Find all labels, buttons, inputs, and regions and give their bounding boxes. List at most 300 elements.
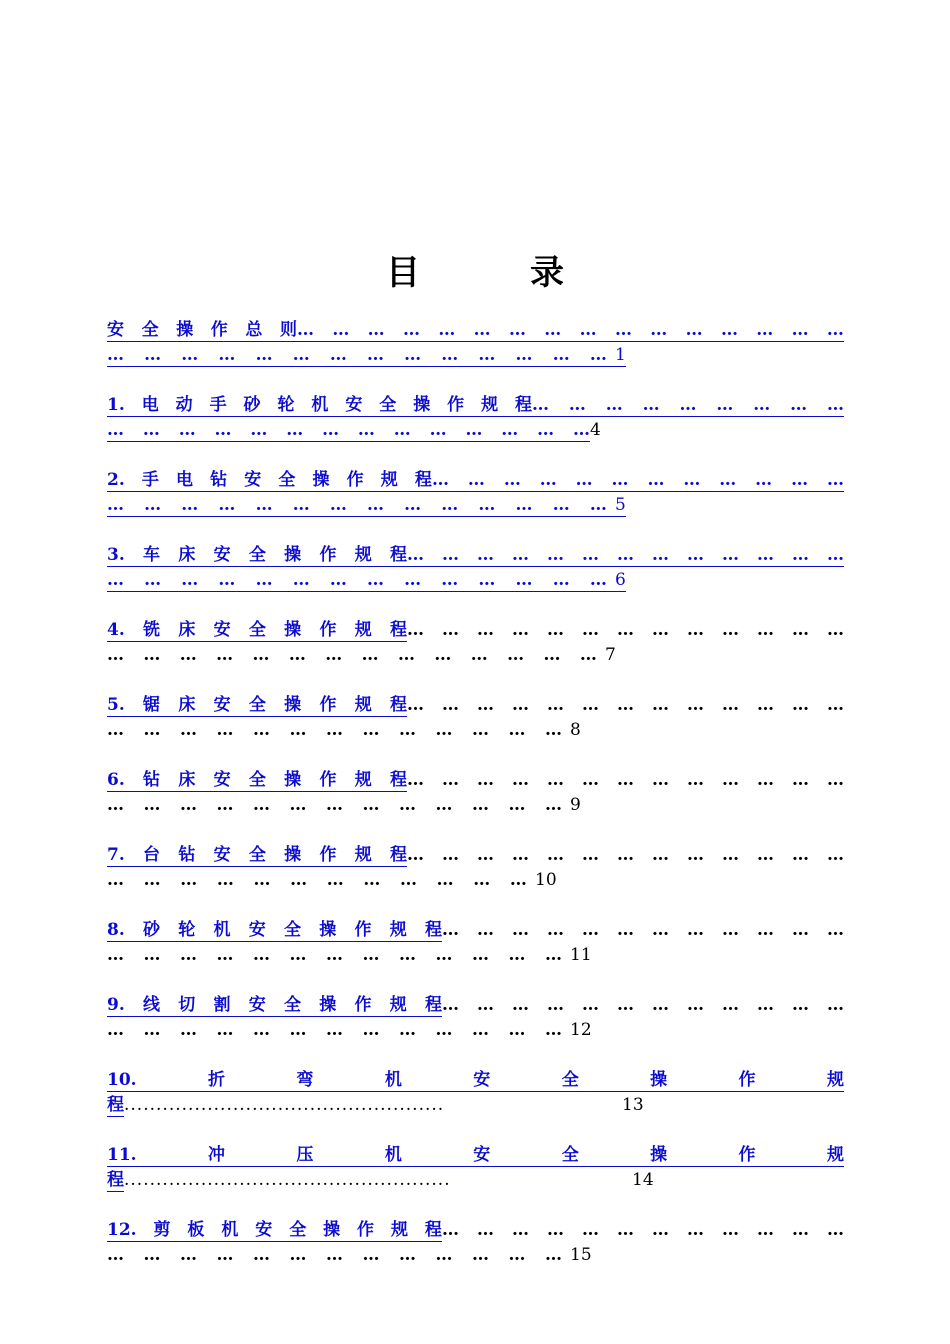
leader-dots: … [545,1020,562,1040]
leader-dots: … [791,470,809,490]
toc-entry[interactable] [107,693,844,768]
leader-dots: … [144,345,162,365]
leader-dots: … [442,545,459,565]
leader-dots: … [611,470,629,490]
leader-dots: … [827,770,844,790]
leader-dots: … [508,1020,526,1040]
leader-dots: … [399,795,416,815]
leader-dots: … [652,1220,669,1240]
toc-entry-title[interactable]: 安 全 操 作 总 则 [107,320,297,340]
leader-dots: … [180,795,197,815]
toc-entry[interactable] [107,1218,844,1293]
leader-dots: … [472,795,489,815]
leader-dots: … [753,395,771,415]
leader-dots: … [289,945,307,965]
leader-dots: … [512,620,529,640]
toc-entry[interactable] [107,768,844,843]
leader-dots: … [582,770,599,790]
leader-dots: … [362,1020,380,1040]
leader-dots: … [404,345,422,365]
leader-dots: … [216,870,234,890]
toc-entry[interactable] [107,993,844,1068]
leader-dots: … [685,320,703,340]
leader-dots: … [255,495,273,515]
toc-page-number: 4 [590,420,601,440]
leader-dots: … [107,945,124,965]
leader-dots: … [617,1220,634,1240]
leader-dots: … [755,470,773,490]
leader-dots: … [792,545,809,565]
leader-dots: … [650,320,668,340]
leader-dots: … [792,995,809,1015]
leader-dots: … [367,320,385,340]
leader-dots: … [687,545,704,565]
title-char-1: 目 [386,253,420,293]
toc-page-number: 14 [632,1170,654,1190]
toc-page-number: 12 [570,1020,592,1040]
leader-dots: … [399,1020,416,1040]
leader-dots: … [442,620,459,640]
toc-entry-title[interactable]: 11. 冲 压 机 安 全 操 作 规 [107,1145,844,1165]
leader-dots: … [407,545,424,565]
leader-dots: … [442,845,459,865]
leader-dots: … [326,1020,343,1040]
leader-dots: … [442,995,459,1015]
leader-dots: … [757,920,774,940]
leader-dots: … [143,1020,161,1040]
leader-dots: … [436,870,454,890]
leader-dots: … [477,920,494,940]
toc-title [0,245,950,294]
leader-dots: … [722,620,739,640]
leader-dots: … [253,870,271,890]
leader-dots: … [366,570,384,590]
leader-dots: … [180,1020,197,1040]
leader-dots: … [757,1220,774,1240]
leader-dots: … [404,570,422,590]
leader-dots: … [399,1245,416,1265]
leader-dots: … [687,695,704,715]
leader-dots: … [218,345,236,365]
leader-dots: … [216,795,234,815]
leader-dots: … [181,495,199,515]
leader-dots: … [467,470,485,490]
leader-dots: … [478,345,496,365]
toc-page-number: 6 [615,570,626,590]
leader-dots: … [362,945,380,965]
leader-dots: … [547,1220,564,1240]
leader-dots: … [617,920,634,940]
toc-entry-title-tail[interactable]: 程 [107,1170,124,1190]
leader-dots: … [539,470,557,490]
leader-dots: … [181,570,199,590]
toc-page-number: 9 [570,795,581,815]
toc-page-number: 10 [535,870,557,890]
leader-dots: … [478,495,496,515]
leader-dots: … [143,720,161,740]
leader-dots: … [826,320,844,340]
leader-dots: … [508,720,526,740]
leader-dots: … [107,645,124,665]
leader-dots: … [687,620,704,640]
leader-dots: … [255,345,273,365]
leader-dots: … [547,620,564,640]
leader-periods: .................................................. [124,1095,445,1115]
leader-dots: … [614,320,632,340]
leader-dots: … [144,570,162,590]
leader-dots: … [617,995,634,1015]
leader-dots: … [652,995,669,1015]
leader-dots: … [289,1020,307,1040]
leader-dots: … [679,395,697,415]
leader-dots: … [652,695,669,715]
leader-dots: … [325,645,343,665]
toc-entry-title[interactable]: 1. 电 动 手 砂 轮 机 安 全 操 作 规 程 [107,395,532,415]
leader-dots: … [617,695,634,715]
leader-dots: … [332,320,350,340]
leader-dots: … [180,720,197,740]
leader-dots: … [547,920,564,940]
leader-dots: … [507,645,525,665]
leader-dots: … [579,645,597,665]
leader-dots: … [465,420,483,440]
leader-dots: … [407,695,424,715]
leader-dots: … [791,320,809,340]
leader-dots: … [473,870,491,890]
leader-dots: … [472,945,489,965]
toc-entry-title[interactable]: 7. 台 钻 安 全 操 作 规 程 [107,845,407,865]
leader-dots: … [107,345,124,365]
leader-dots: … [827,845,844,865]
toc-entry[interactable] [107,318,844,393]
leader-dots: … [652,620,669,640]
leader-dots: … [687,770,704,790]
leader-dots: … [515,345,533,365]
toc-entry-title[interactable]: 5. 锯 床 安 全 操 作 规 程 [107,695,407,715]
leader-dots: … [515,495,533,515]
leader-dots: … [512,770,529,790]
leader-dots: … [545,795,562,815]
leader-dots: … [326,1245,343,1265]
leader-dots: … [442,1220,459,1240]
leader-dots: … [547,770,564,790]
leader-dots: … [512,695,529,715]
leader-dots: … [326,945,343,965]
leader-dots: … [362,720,380,740]
leader-dots: … [107,1020,124,1040]
leader-dots: … [545,720,562,740]
toc-page-number: 1 [615,345,626,365]
leader-dots: … [250,420,268,440]
leader-dots: … [722,1220,739,1240]
leader-dots: … [322,420,340,440]
leader-dots: … [366,495,384,515]
leader-dots: … [289,720,307,740]
leader-dots: … [722,770,739,790]
leader-dots: … [792,770,809,790]
leader-dots: … [143,870,161,890]
leader-dots: … [398,645,415,665]
toc-entry[interactable] [107,1068,844,1143]
toc-page-number: 15 [570,1245,592,1265]
leader-dots: … [362,1245,380,1265]
title-char-2: 录 [530,253,564,293]
toc-entry[interactable] [107,918,844,993]
leader-dots: … [407,620,424,640]
table-of-contents [107,318,844,1293]
leader-dots: … [435,1245,453,1265]
leader-dots: … [363,870,381,890]
leader-dots: … [501,420,519,440]
toc-entry-title[interactable]: 6. 钻 床 安 全 操 作 规 程 [107,770,407,790]
leader-dots: … [579,320,597,340]
toc-entry-title[interactable]: 12. 剪 板 机 安 全 操 作 规 程 [107,1220,442,1240]
leader-dots: … [477,770,494,790]
leader-dots: … [286,420,304,440]
leader-dots: … [472,720,489,740]
toc-entry-title-tail[interactable]: 程 [107,1095,124,1115]
leader-dots: … [441,570,459,590]
leader-dots: … [216,1020,234,1040]
leader-dots: … [289,795,307,815]
leader-dots: … [582,920,599,940]
leader-dots: … [642,395,660,415]
toc-entry-title[interactable]: 9. 线 切 割 安 全 操 作 规 程 [107,995,442,1015]
toc-entry[interactable] [107,1143,844,1218]
leader-dots: … [552,345,570,365]
leader-dots: … [827,620,844,640]
leader-dots: … [827,920,844,940]
leader-dots: … [545,945,562,965]
toc-page-number: 13 [622,1095,644,1115]
leader-dots: … [214,420,232,440]
leader-dots: … [326,795,343,815]
toc-page-number: 5 [615,495,626,515]
leader-dots: … [441,345,459,365]
leader-dots: … [589,570,607,590]
leader-dots: … [216,720,234,740]
leader-dots: … [647,470,665,490]
leader-dots: … [683,470,701,490]
leader-dots: … [792,920,809,940]
leader-dots: … [605,395,623,415]
leader-dots: … [508,320,526,340]
leader-dots: … [144,495,162,515]
leader-dots: … [756,320,774,340]
leader-dots: … [582,545,599,565]
leader-dots: … [617,845,634,865]
leader-dots: … [568,395,586,415]
leader-dots: … [503,470,521,490]
leader-dots: … [143,795,161,815]
leader-dots: … [687,995,704,1015]
leader-dots: … [357,420,375,440]
toc-entry[interactable] [107,543,844,618]
leader-dots: … [757,620,774,640]
leader-dots: … [179,645,197,665]
leader-dots: … [107,570,124,590]
leader-dots: … [107,795,124,815]
leader-dots: … [181,345,199,365]
leader-dots: … [143,1245,161,1265]
leader-dots: … [547,845,564,865]
leader-dots: … [508,795,526,815]
leader-dots: … [435,945,453,965]
leader-dots: … [180,1245,197,1265]
leader-dots: … [582,1220,599,1240]
leader-dots: … [441,495,459,515]
leader-dots: … [687,845,704,865]
leader-dots: … [757,695,774,715]
leader-dots: … [407,770,424,790]
leader-dots: … [472,1245,489,1265]
leader-dots: … [722,920,739,940]
leader-dots: … [255,570,273,590]
leader-dots: … [652,920,669,940]
leader-dots: … [757,995,774,1015]
toc-entry-title[interactable]: 4. 铣 床 安 全 操 作 规 程 [107,620,407,640]
leader-dots: … [402,320,420,340]
leader-dots: … [477,845,494,865]
leader-dots: … [572,420,590,440]
leader-dots: … [297,320,314,340]
leader-dots: … [687,920,704,940]
leader-dots: … [722,995,739,1015]
leader-dots: … [142,420,160,440]
leader-dots: … [290,870,308,890]
leader-dots: … [716,395,734,415]
leader-dots: … [617,620,634,640]
leader-dots: … [543,645,561,665]
toc-entry-title[interactable]: 2. 手 电 钻 安 全 操 作 规 程 [107,470,432,490]
leader-dots: … [326,870,344,890]
leader-dots: … [515,570,533,590]
leader-dots: … [399,945,416,965]
leader-dots: … [477,995,494,1015]
toc-entry[interactable] [107,618,844,693]
leader-dots: … [326,720,343,740]
leader-dots: … [827,1220,844,1240]
leader-dots: … [253,795,270,815]
leader-dots: … [722,545,739,565]
leader-dots: … [438,320,456,340]
leader-dots: … [532,395,549,415]
leader-dots: … [429,420,447,440]
leader-dots: … [827,545,844,565]
leader-dots: … [399,720,416,740]
leader-dots: … [792,620,809,640]
leader-dots: … [362,795,380,815]
leader-dots: … [757,770,774,790]
leader-dots: … [509,870,527,890]
leader-dots: … [435,795,453,815]
leader-dots: … [329,345,347,365]
leader-dots: … [687,1220,704,1240]
leader-dots: … [107,495,124,515]
leader-dots: … [180,870,198,890]
leader-dots: … [827,695,844,715]
leader-dots: … [575,470,593,490]
leader-dots: … [107,870,124,890]
leader-dots: … [757,845,774,865]
leader-dots: … [178,420,196,440]
leader-dots: … [180,945,197,965]
leader-dots: … [292,495,310,515]
leader-dots: … [792,1220,809,1240]
leader-dots: … [216,945,234,965]
leader-dots: … [292,345,310,365]
leader-dots: … [547,995,564,1015]
leader-dots: … [477,1220,494,1240]
leader-dots: … [400,870,417,890]
leader-dots: … [722,695,739,715]
leader-dots: … [435,1020,453,1040]
leader-dots: … [722,845,739,865]
leader-dots: … [617,770,634,790]
leader-dots: … [512,995,529,1015]
toc-entry[interactable] [107,843,844,918]
leader-dots: … [589,345,607,365]
leader-dots: … [547,695,564,715]
leader-dots: … [512,920,529,940]
leader-dots: … [582,695,599,715]
leader-dots: … [107,420,124,440]
leader-dots: … [552,570,570,590]
toc-entry[interactable] [107,393,844,468]
leader-dots: … [652,845,669,865]
leader-dots: … [512,1220,529,1240]
leader-dots: … [792,845,809,865]
leader-dots: … [512,545,529,565]
leader-dots: … [435,720,453,740]
leader-dots: … [512,845,529,865]
leader-dots: … [478,570,496,590]
toc-entry-title[interactable]: 10. 折 弯 机 安 全 操 作 规 [107,1070,844,1090]
leader-dots: … [617,545,634,565]
leader-dots: … [544,320,562,340]
leader-dots: … [366,345,384,365]
leader-dots: … [432,470,449,490]
toc-page-number: 7 [605,645,616,665]
leader-dots: … [589,495,607,515]
leader-dots: … [329,495,347,515]
leader-dots: … [253,945,270,965]
leader-dots: … [218,570,236,590]
leader-dots: … [288,645,306,665]
leader-dots: … [547,545,564,565]
toc-entry[interactable] [107,468,844,543]
leader-dots: … [582,845,599,865]
toc-page-number: 11 [570,945,592,965]
leader-dots: … [508,1245,526,1265]
leader-dots: … [361,645,379,665]
leader-dots: … [253,1245,270,1265]
leader-dots: … [477,695,494,715]
leader-dots: … [216,1245,234,1265]
toc-entry-title[interactable]: 3. 车 床 安 全 操 作 规 程 [107,545,407,565]
leader-dots: … [470,645,488,665]
leader-dots: … [393,420,411,440]
leader-dots: … [827,995,844,1015]
leader-dots: … [757,545,774,565]
leader-dots: … [582,620,599,640]
leader-dots: … [253,1020,270,1040]
leader-dots: … [442,695,459,715]
leader-dots: … [720,320,738,340]
toc-entry-title[interactable]: 8. 砂 轮 机 安 全 操 作 规 程 [107,920,442,940]
leader-dots: … [826,470,844,490]
leader-dots: … [582,995,599,1015]
